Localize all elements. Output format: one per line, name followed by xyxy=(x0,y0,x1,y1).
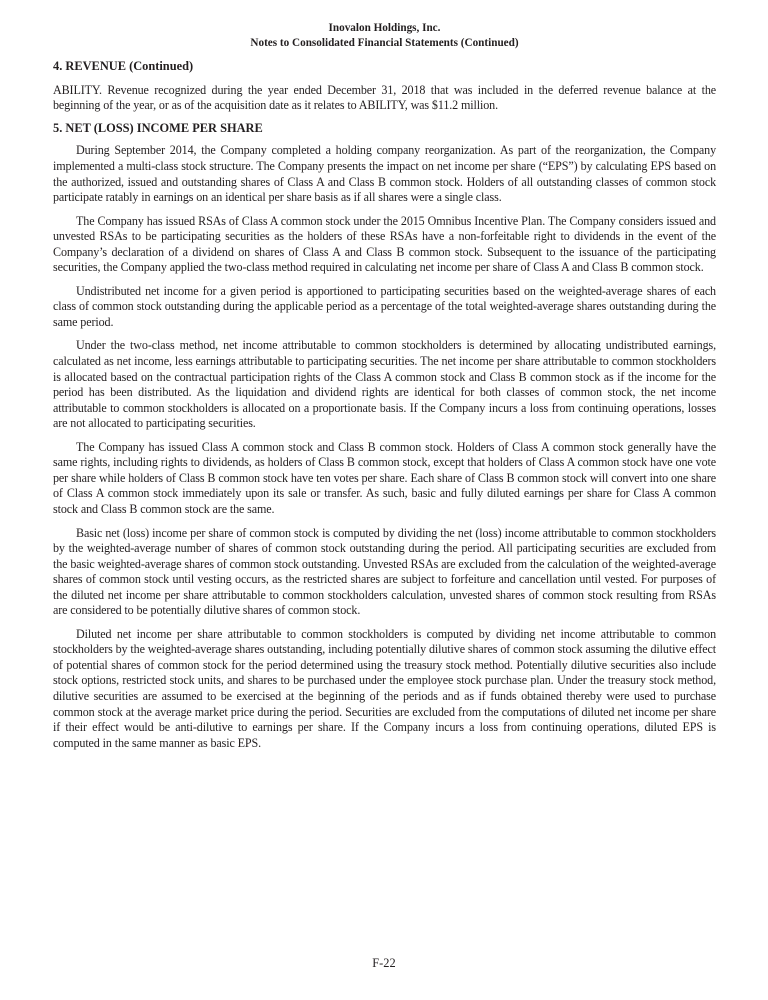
page-header xyxy=(53,0,716,50)
page-number: F-22 xyxy=(372,956,396,970)
paragraph: The Company has issued Class A common stock and Class B common stock. Holders of Class A common stock generally have the same rights, including rights to dividends, as holders of Class B common stock, except that holders of Class A common stock have one vote per share while holders of Class B common stock have ten votes per share. Each share of Class B common stock will convert into one share of Class A common stock immediately upon its sale or transfer. As such, basic and fully diluted earnings per share for Class A common stock and Class B common stock are the same. xyxy=(53,439,716,516)
header-subtitle: Notes to Consolidated Financial Statements (Continued) xyxy=(250,36,519,49)
paragraph: Undistributed net income for a given period is apportioned to participating securities based on the weighted-average shares of each class of common stock outstanding during the applicable period as a percentage of the total weighted-average shares outstanding during the same period. xyxy=(53,283,716,329)
paragraph: Diluted net income per share attributable to common stockholders is computed by dividing net income attributable to common stockholders by the weighted-average shares outstanding, including potentially dilutive shares of common stock assuming the dilutive effect of potential shares of common stock for the period determined using the treasury stock method. Potentially dilutive securities also include stock options, restricted stock units, and shares to be purchased under the employee stock purchase plan. Under the treasury stock method, dilutive securities are assumed to be exercised at the beginning of the periods and as if funds obtained thereby were used to purchase common stock at the average market price during the period. Securities are excluded from the computations of diluted net income per share if their effect would be anti-dilutive to earnings per share. If the Company incurs a loss from continuing operations, diluted EPS is computed in the same manner as basic EPS. xyxy=(53,626,716,750)
section-title-revenue: 4. REVENUE (Continued) xyxy=(53,59,194,74)
paragraph: Under the two-class method, net income attributable to common stockholders is determined by allocating undistributed earnings, calculated as net income, less earnings attributable to participating securities. The net income per share attributable to common stockholders is allocated based on the contractual participation rights of the Class A common stock and Class B common stock as if the income for the period has been distributed. As the liquidation and dividend rights are identical for both classes of common stock, the net income attributable to common stockholders is allocated on a proportionate basis. If the Company incurs a loss from continuing operations, losses are not allocated to participating securities. xyxy=(53,338,716,431)
section-title-net-income-per-share: 5. NET (LOSS) INCOME PER SHARE xyxy=(53,120,263,135)
document-page xyxy=(53,0,716,751)
paragraph: During September 2014, the Company completed a holding company reorganization. As part of the reorganization, the Company implemented a multi-class stock structure. The Company presents the impact on net income per share (“EPS”) by calculating EPS based on the authorized, issued and outstanding shares of Class A and Class B common stock. Holders of all outstanding classes of common stock participate ratably in earnings on an identical per share basis as if all shares were a single class. xyxy=(53,143,716,205)
company-name: Inovalon Holdings, Inc. xyxy=(328,22,441,34)
paragraph: The Company has issued RSAs of Class A common stock under the 2015 Omnibus Incentive Plan. The Company considers issued and unvested RSAs to be participating securities as the holders of these RSAs have a non-forfeitable right to dividends in the event of the Company’s declaration of a dividend on shares of Class A and Class B common stock. Subsequent to the issuance of the participating securities, the Company applied the two-class method required in calculating net income per share of Class A and Class B common stock. xyxy=(53,213,716,275)
paragraph: Basic net (loss) income per share of common stock is computed by dividing the net (loss) income attributable to common stockholders by the weighted-average number of shares of common stock outstanding during the period. All participating securities are excluded from the basic weighted-average shares of common stock outstanding. Unvested RSAs are excluded from the calculation of the weighted-average shares of common stock until vesting occurs, as the restricted shares are subject to forfeiture and cancellation until vested. For purposes of the diluted net income per share attributable to common stockholders calculation, unvested shares of common stock resulting from RSAs are considered to be potentially dilutive shares of common stock. xyxy=(53,525,716,618)
paragraph: ABILITY. Revenue recognized during the year ended December 31, 2018 that was included in the deferred revenue balance at the beginning of the year, or as of the acquisition date as it relates to ABILITY, was $11.2 million. xyxy=(53,82,716,113)
